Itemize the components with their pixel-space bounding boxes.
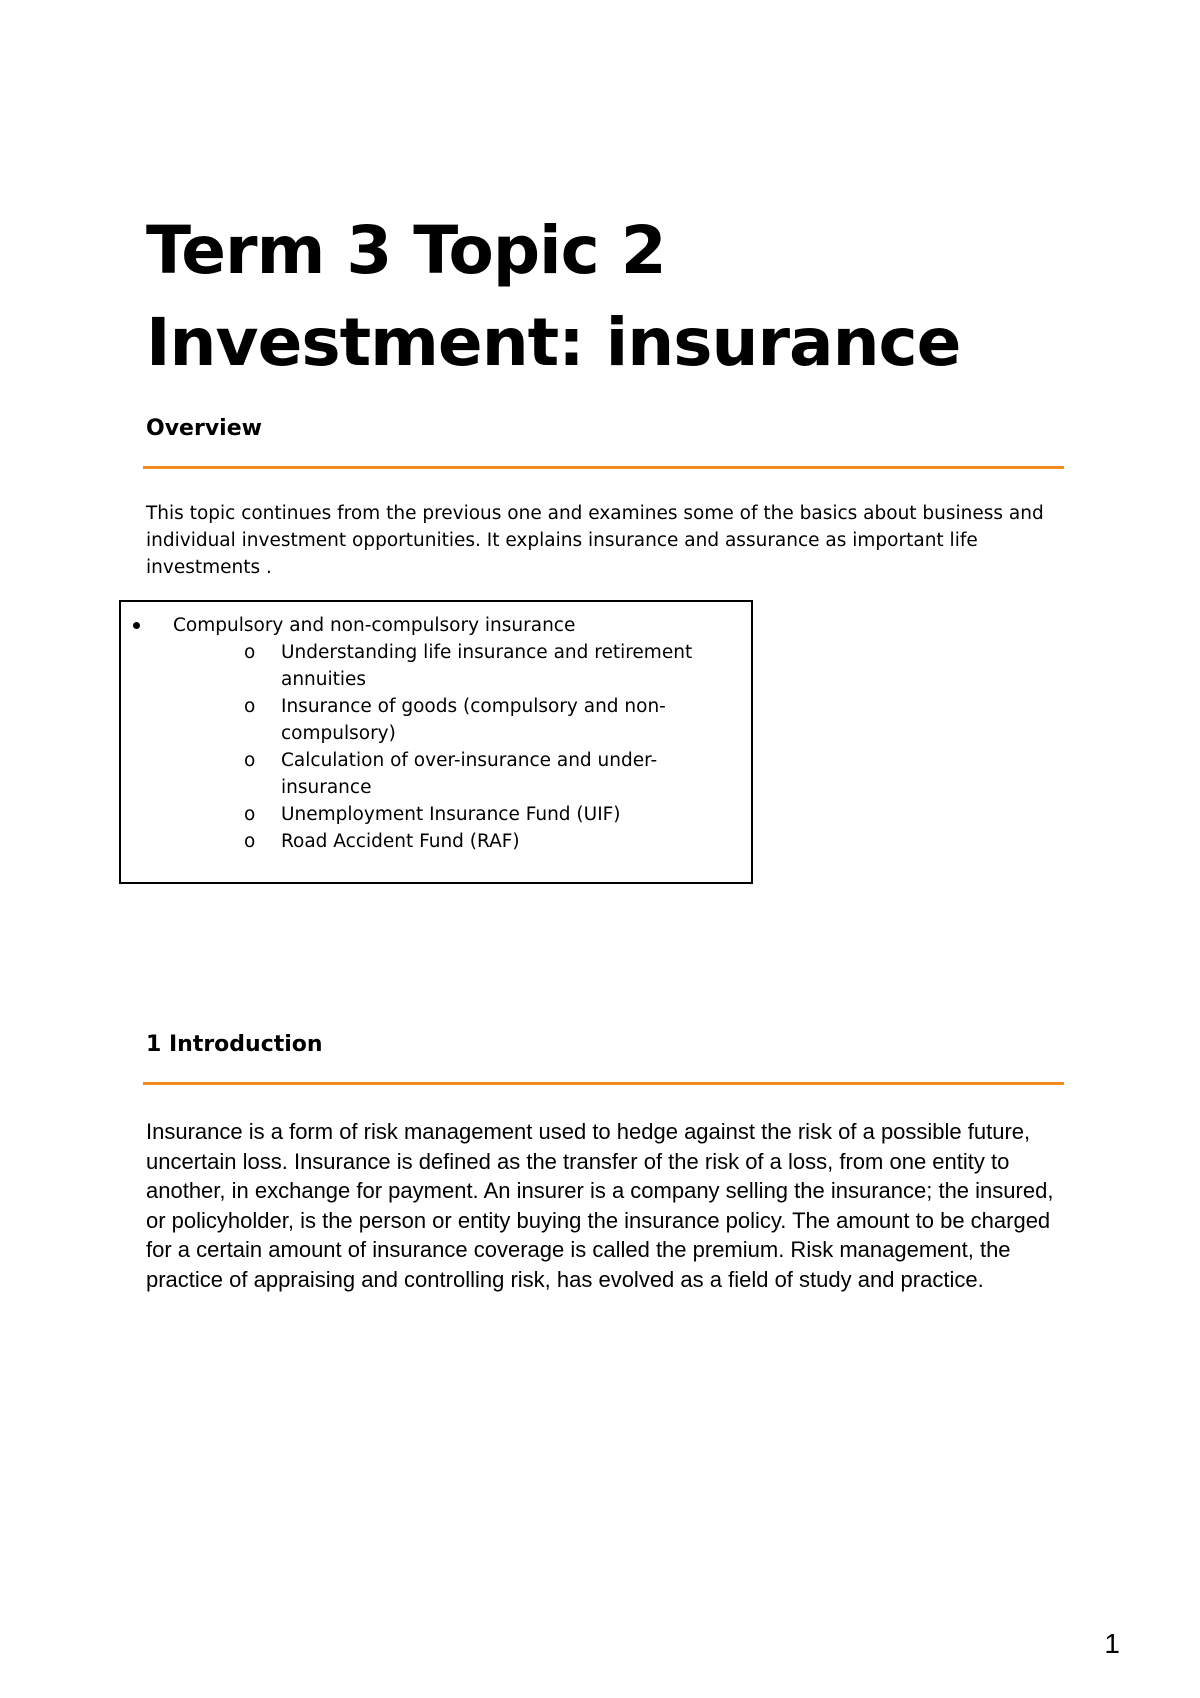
topic-sub-item (244, 828, 714, 855)
page-title: Term 3 Topic 2 Investment: insurance (146, 212, 961, 381)
circle-bullet-icon: o (244, 750, 256, 771)
topic-sub-item-text: Unemployment Insurance Fund (UIF) (281, 804, 621, 825)
introduction-divider (143, 1082, 1064, 1085)
topic-sub-item (244, 747, 714, 801)
topic-sub-item (244, 801, 714, 828)
topic-sub-item (244, 639, 714, 693)
topic-sub-item-text: Understanding life insurance and retirement annuities (281, 642, 693, 690)
circle-bullet-icon: o (244, 696, 256, 717)
overview-text: This topic continues from the previous one and examines some of the basics about business and individual investment opportunities. It explains insurance and assurance as important life investments . (146, 503, 1044, 578)
circle-bullet-icon: o (244, 642, 256, 663)
topic-bullet-text: Compulsory and non-compulsory insurance (173, 615, 576, 636)
topic-sub-list (244, 639, 714, 855)
circle-bullet-icon: o (244, 804, 256, 825)
overview-heading: Overview (146, 416, 262, 441)
overview-divider (143, 466, 1064, 469)
introduction-text: Insurance is a form of risk management used to hedge against the risk of a possible future, uncertain loss. Insurance is defined as the transfer of the risk of a loss, from one entity to another, in exchange for payment. An insurer is a company selling the insurance; the insured, or policyholder, is the person or entity buying the insurance policy. The amount to be charged for a certain amount of insurance coverage is called the premium. Risk management, the practice of appraising and controlling risk, has evolved as a field of study and practice. (146, 1119, 1054, 1292)
circle-bullet-icon: o (244, 831, 256, 852)
topic-sub-item-text: Insurance of goods (compulsory and non-compulsory) (281, 696, 666, 744)
introduction-heading: 1 Introduction (146, 1032, 323, 1057)
bullet-dot-icon (133, 622, 140, 629)
topic-sub-item (244, 693, 714, 747)
page-number: 1 (1104, 1628, 1120, 1659)
topic-sub-item-text: Road Accident Fund (RAF) (281, 831, 520, 852)
topic-sub-item-text: Calculation of over-insurance and under-insurance (281, 750, 658, 798)
